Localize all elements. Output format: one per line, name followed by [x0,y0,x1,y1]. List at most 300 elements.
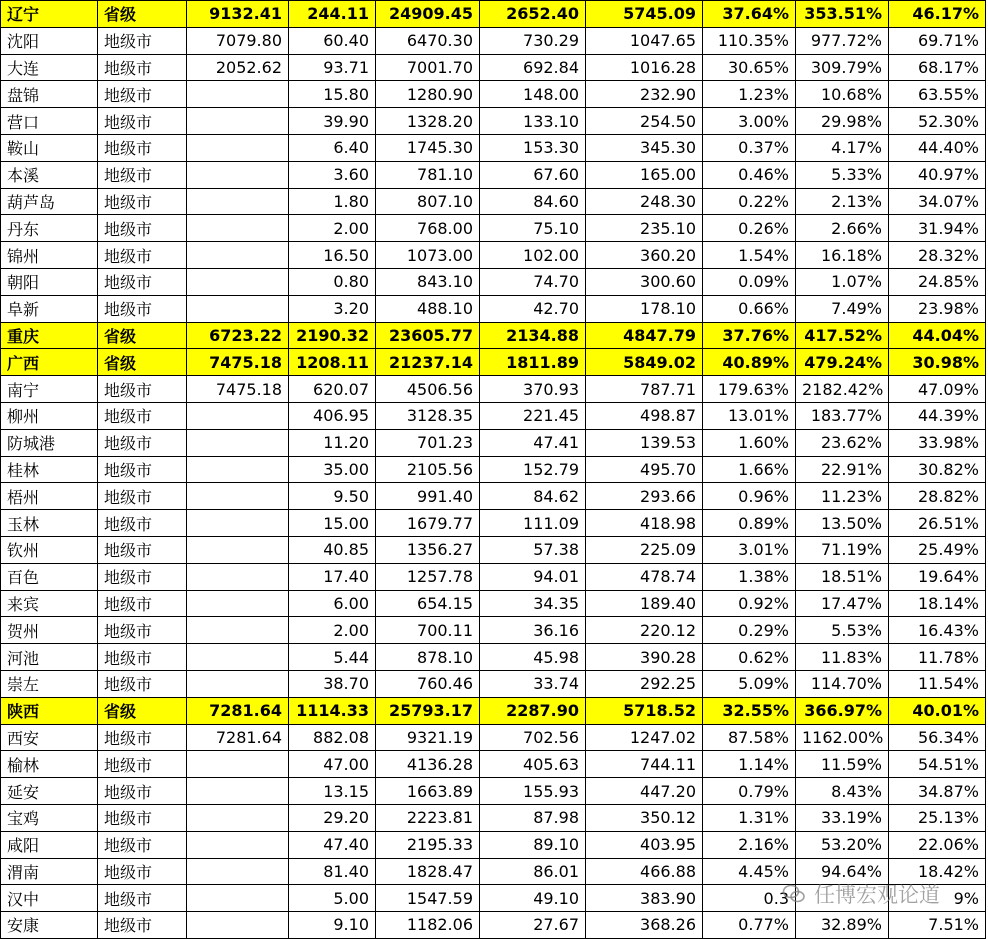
province-row [1,697,986,724]
table-cell: 1073.00 [376,242,480,269]
table-cell: 178.10 [586,295,703,322]
table-cell: 345.30 [586,134,703,161]
table-cell: 13.01% [703,402,796,429]
table-cell: 5.09% [703,670,796,697]
table-cell: 843.10 [376,268,480,295]
table-cell: 4506.56 [376,376,480,403]
table-cell: 10.68% [796,81,889,108]
table-cell: 94.64% [796,858,889,885]
city-row [1,804,986,831]
table-cell: 5.53% [796,617,889,644]
table-cell: 3.01% [703,536,796,563]
table-cell: 渭南 [1,858,98,885]
table-cell: 57.38 [480,536,586,563]
table-cell: 111.09 [480,510,586,537]
table-cell: 1.54% [703,242,796,269]
table-cell [187,483,289,510]
table-cell: 6470.30 [376,27,480,54]
city-row [1,456,986,483]
table-cell: 地级市 [98,376,187,403]
table-cell: 403.95 [586,831,703,858]
table-cell: 1.07% [796,268,889,295]
table-cell: 702.56 [480,724,586,751]
table-cell: 2134.88 [480,322,586,349]
table-cell: 1.14% [703,751,796,778]
table-cell: 25.49% [889,536,986,563]
table-cell: 1679.77 [376,510,480,537]
table-cell [187,134,289,161]
city-row [1,563,986,590]
table-cell [187,161,289,188]
table-cell: 地级市 [98,536,187,563]
table-cell: 地级市 [98,617,187,644]
table-cell: 1.66% [703,456,796,483]
table-cell: 1328.20 [376,108,480,135]
table-cell: 406.95 [289,402,376,429]
table-cell: 地级市 [98,751,187,778]
table-cell: 36.16 [480,617,586,644]
table-cell: 13.50% [796,510,889,537]
table-cell: 114.70% [796,670,889,697]
table-cell: 40.01% [889,697,986,724]
table-cell: 梧州 [1,483,98,510]
table-cell: 地级市 [98,912,187,939]
table-cell [187,402,289,429]
table-cell: 5718.52 [586,697,703,724]
table-cell: 47.00 [289,751,376,778]
table-cell: 9321.19 [376,724,480,751]
table-cell: 桂林 [1,456,98,483]
table-cell: 0.37% [703,134,796,161]
table-cell: 47.09% [889,376,986,403]
table-cell: 安康 [1,912,98,939]
table-cell: 221.45 [480,402,586,429]
table-cell: 地级市 [98,510,187,537]
table-cell: 31.94% [889,215,986,242]
table-cell: 地级市 [98,268,187,295]
city-row [1,429,986,456]
table-cell: 7001.70 [376,54,480,81]
city-row [1,912,986,939]
table-cell: 1663.89 [376,778,480,805]
table-cell: 16.43% [889,617,986,644]
table-cell: 锦州 [1,242,98,269]
table-cell: 81.40 [289,858,376,885]
table-cell: 417.52% [796,322,889,349]
table-cell: 244.11 [289,1,376,28]
table-cell: 2195.33 [376,831,480,858]
table-cell: 0.66% [703,295,796,322]
table-cell [187,295,289,322]
table-cell: 179.63% [703,376,796,403]
table-cell: 地级市 [98,402,187,429]
table-cell: 1547.59 [376,885,480,912]
city-row [1,778,986,805]
table-cell: 44.39% [889,402,986,429]
table-cell: 40.97% [889,161,986,188]
city-row [1,590,986,617]
table-cell: 498.87 [586,402,703,429]
table-cell: 重庆 [1,322,98,349]
table-cell: 18.51% [796,563,889,590]
table-cell: 68.17% [889,54,986,81]
table-cell: 366.97% [796,697,889,724]
table-cell: 33.98% [889,429,986,456]
table-cell: 9% [889,885,986,912]
city-row [1,670,986,697]
city-row [1,242,986,269]
table-cell: 23.62% [796,429,889,456]
table-cell: 701.23 [376,429,480,456]
table-cell: 1745.30 [376,134,480,161]
table-cell: 1811.89 [480,349,586,376]
table-cell: 地级市 [98,27,187,54]
table-cell: 360.20 [586,242,703,269]
city-row [1,54,986,81]
table-cell: 省级 [98,349,187,376]
city-row [1,268,986,295]
table-cell: 39.90 [289,108,376,135]
table-cell: 营口 [1,108,98,135]
city-row [1,81,986,108]
table-cell: 189.40 [586,590,703,617]
table-cell: 478.74 [586,563,703,590]
table-cell: 朝阳 [1,268,98,295]
table-cell: 102.00 [480,242,586,269]
table-cell: 7.51% [889,912,986,939]
table-cell: 0.09% [703,268,796,295]
table-cell: 56.34% [889,724,986,751]
table-cell: 350.12 [586,804,703,831]
table-cell: 13.15 [289,778,376,805]
table-cell: 220.12 [586,617,703,644]
table-cell: 玉林 [1,510,98,537]
table-cell: 0.92% [703,590,796,617]
table-cell: 11.23% [796,483,889,510]
table-cell: 447.20 [586,778,703,805]
table-cell: 3.60 [289,161,376,188]
table-cell: 0.80 [289,268,376,295]
table-cell: 0.26% [703,215,796,242]
table-cell: 柳州 [1,402,98,429]
table-cell: 0.96% [703,483,796,510]
table-cell: 7079.80 [187,27,289,54]
city-row [1,510,986,537]
table-cell: 87.98 [480,804,586,831]
table-cell [187,644,289,671]
table-cell: 479.24% [796,349,889,376]
table-cell: 882.08 [289,724,376,751]
table-cell [187,429,289,456]
table-cell: 1356.27 [376,536,480,563]
table-cell: 84.62 [480,483,586,510]
table-cell [187,590,289,617]
table-cell: 地级市 [98,483,187,510]
table-cell: 0.29% [703,617,796,644]
table-cell: 3128.35 [376,402,480,429]
table-cell: 87.58% [703,724,796,751]
table-cell [187,831,289,858]
table-cell: 781.10 [376,161,480,188]
table-cell: 495.70 [586,456,703,483]
table-cell: 15.80 [289,81,376,108]
table-cell: 34.35 [480,590,586,617]
table-cell: 11.54% [889,670,986,697]
table-cell: 155.93 [480,778,586,805]
table-cell: 25793.17 [376,697,480,724]
table-cell: 67.60 [480,161,586,188]
table-cell: 25.13% [889,804,986,831]
table-cell: 248.30 [586,188,703,215]
table-cell: 30.82% [889,456,986,483]
table-cell: 63.55% [889,81,986,108]
table-cell: 2.00 [289,617,376,644]
table-cell: 1257.78 [376,563,480,590]
table-cell [187,751,289,778]
table-cell: 69.71% [889,27,986,54]
table-cell: 百色 [1,563,98,590]
table-cell: 7.49% [796,295,889,322]
table-cell: 254.50 [586,108,703,135]
table-cell: 300.60 [586,268,703,295]
table-cell: 防城港 [1,429,98,456]
table-cell: 37.76% [703,322,796,349]
table-cell: 45.98 [480,644,586,671]
table-cell: 地级市 [98,804,187,831]
table-cell [187,670,289,697]
table-cell: 16.50 [289,242,376,269]
table-cell: 1828.47 [376,858,480,885]
table-cell: 370.93 [480,376,586,403]
table-cell: 30.65% [703,54,796,81]
table-cell [187,456,289,483]
table-cell: 西安 [1,724,98,751]
table-cell: 1.23% [703,81,796,108]
table-cell: 6723.22 [187,322,289,349]
table-cell: 地级市 [98,188,187,215]
table-cell: 0.79% [703,778,796,805]
table-cell: 309.79% [796,54,889,81]
table-cell: 1114.33 [289,697,376,724]
table-cell: 42.70 [480,295,586,322]
table-cell: 11.78% [889,644,986,671]
table-cell: 744.11 [586,751,703,778]
table-cell: 地级市 [98,563,187,590]
city-row [1,295,986,322]
city-row [1,483,986,510]
table-cell: 37.64% [703,1,796,28]
table-cell: 34.07% [889,188,986,215]
table-cell: 地级市 [98,54,187,81]
table-cell: 730.29 [480,27,586,54]
table-cell: 11.20 [289,429,376,456]
table-cell: 488.10 [376,295,480,322]
table-cell: 383.90 [586,885,703,912]
table-cell [187,81,289,108]
table-cell [187,510,289,537]
table-cell: 40.89% [703,349,796,376]
table-cell: 地级市 [98,456,187,483]
table-cell: 93.71 [289,54,376,81]
table-cell: 153.30 [480,134,586,161]
table-cell: 咸阳 [1,831,98,858]
table-cell: 1182.06 [376,912,480,939]
city-row [1,751,986,778]
city-row [1,858,986,885]
table-cell: 620.07 [289,376,376,403]
table-cell: 0.22% [703,188,796,215]
table-cell: 5.33% [796,161,889,188]
city-row [1,617,986,644]
table-cell: 152.79 [480,456,586,483]
table-cell: 地级市 [98,858,187,885]
table-cell [187,804,289,831]
table-cell: 辽宁 [1,1,98,28]
table-cell: 71.19% [796,536,889,563]
table-cell: 16.18% [796,242,889,269]
table-cell: 47.40 [289,831,376,858]
table-cell: 7475.18 [187,376,289,403]
table-cell: 鞍山 [1,134,98,161]
table-cell: 2287.90 [480,697,586,724]
table-cell: 省级 [98,322,187,349]
table-cell: 钦州 [1,536,98,563]
table-cell: 4847.79 [586,322,703,349]
table-cell: 165.00 [586,161,703,188]
table-cell: 4.45% [703,858,796,885]
table-cell: 地级市 [98,429,187,456]
table-cell: 700.11 [376,617,480,644]
table-cell: 9132.41 [187,1,289,28]
table-cell: 11.59% [796,751,889,778]
table-cell: 991.40 [376,483,480,510]
city-row [1,108,986,135]
table-cell: 地级市 [98,590,187,617]
table-cell: 汉中 [1,885,98,912]
table-cell: 盘锦 [1,81,98,108]
table-cell: 1.60% [703,429,796,456]
table-cell: 本溪 [1,161,98,188]
table-cell: 3.00% [703,108,796,135]
table-cell: 53.20% [796,831,889,858]
province-row [1,349,986,376]
table-cell [187,858,289,885]
table-cell: 74.70 [480,268,586,295]
table-cell: 地级市 [98,215,187,242]
table-cell: 390.28 [586,644,703,671]
table-cell: 1.38% [703,563,796,590]
table-cell: 235.10 [586,215,703,242]
table-cell: 293.66 [586,483,703,510]
table-cell [187,108,289,135]
table-cell: 地级市 [98,724,187,751]
city-row [1,376,986,403]
table-cell: 2182.42% [796,376,889,403]
table-cell: 40.85 [289,536,376,563]
table-cell: 1247.02 [586,724,703,751]
table-cell: 11.83% [796,644,889,671]
table-cell [187,215,289,242]
table-cell: 38.70 [289,670,376,697]
table-cell: 1047.65 [586,27,703,54]
table-cell [187,617,289,644]
table-cell: 5849.02 [586,349,703,376]
table-cell: 2052.62 [187,54,289,81]
watermark-text: 任博宏观论道 [814,883,940,907]
city-row [1,831,986,858]
table-cell: 4136.28 [376,751,480,778]
table-cell: 18.14% [889,590,986,617]
table-cell: 466.88 [586,858,703,885]
table-cell: 省级 [98,1,187,28]
table-cell: 353.51% [796,1,889,28]
table-cell: 17.47% [796,590,889,617]
city-row [1,885,986,912]
table-cell: 延安 [1,778,98,805]
table-cell: 0.77% [703,912,796,939]
table-cell: 1.31% [703,804,796,831]
city-row [1,536,986,563]
table-cell: 47.41 [480,429,586,456]
table-cell: 地级市 [98,242,187,269]
table-cell: 33.19% [796,804,889,831]
table-cell: 2.00 [289,215,376,242]
table-cell: 22.06% [889,831,986,858]
table-cell [187,536,289,563]
table-cell: 54.51% [889,751,986,778]
table-cell: 大连 [1,54,98,81]
table-cell: 787.71 [586,376,703,403]
table-cell: 省级 [98,697,187,724]
table-cell: 0.3 [703,885,796,912]
table-cell: 49.10 [480,885,586,912]
table-cell: 9.10 [289,912,376,939]
table-cell: 44.04% [889,322,986,349]
table-cell: 宝鸡 [1,804,98,831]
city-row [1,644,986,671]
city-row [1,215,986,242]
table-cell: 32.89% [796,912,889,939]
table-cell: 17.40 [289,563,376,590]
table-cell: 6.40 [289,134,376,161]
city-row [1,134,986,161]
table-cell: 22.91% [796,456,889,483]
table-cell: 地级市 [98,134,187,161]
table-cell [187,242,289,269]
table-cell: 52.30% [889,108,986,135]
table-cell: 崇左 [1,670,98,697]
table-cell: 5745.09 [586,1,703,28]
table-cell: 7281.64 [187,697,289,724]
table-cell: 地级市 [98,670,187,697]
table-cell: 94.01 [480,563,586,590]
table-cell: 地级市 [98,644,187,671]
city-row [1,161,986,188]
table-cell: 27.67 [480,912,586,939]
table-cell: 32.55% [703,697,796,724]
table-cell: 河池 [1,644,98,671]
table-cell: 86.01 [480,858,586,885]
table-cell: 2652.40 [480,1,586,28]
table-cell: 5.00 [289,885,376,912]
table-cell: 29.98% [796,108,889,135]
table-cell: 地级市 [98,161,187,188]
table-cell: 148.00 [480,81,586,108]
table-cell: 7475.18 [187,349,289,376]
table-cell: 地级市 [98,778,187,805]
table-cell: 丹东 [1,215,98,242]
table-cell: 2.16% [703,831,796,858]
